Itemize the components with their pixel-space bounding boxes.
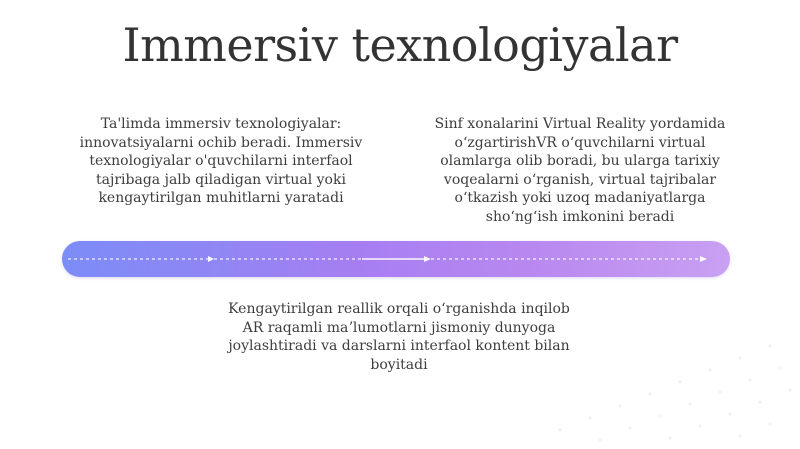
arrow-icon <box>424 256 431 262</box>
text-block-left: Ta'limda immersiv texnologiyalar: innovatsiyalarni ochib beradi. Immersiv texnologiyalar o'quvchilarni interfaol tajribaga jalb qiladigan virtual yoki kengaytirilgan muhitlarni yaratadi <box>79 116 363 207</box>
arrow-icon <box>700 256 707 262</box>
slide-title: Immersiv texnologiyalar <box>122 18 678 72</box>
timeline-bar <box>62 241 730 277</box>
timeline-arrows <box>62 241 730 277</box>
text-block-right: Sinf xonalarini Virtual Reality yordamida oʻzgartirishVR oʻquvchilarni virtual olamlarga olib boradi, bu ularga tarixiy voqealarni oʻrganish, virtual tajribalar oʻtkazish yoki uzoq madaniyatlarga shoʻngʻish imkonini beradi <box>434 116 726 225</box>
arrow-icon <box>208 256 214 262</box>
text-block-bottom: Kengaytirilgan reallik orqali oʻrganishda inqilob AR raqamli maʼlumotlarni jismoniy dunyoga joylashtiradi va darslarni interfaol kontent bilan boyitadi <box>228 301 570 373</box>
